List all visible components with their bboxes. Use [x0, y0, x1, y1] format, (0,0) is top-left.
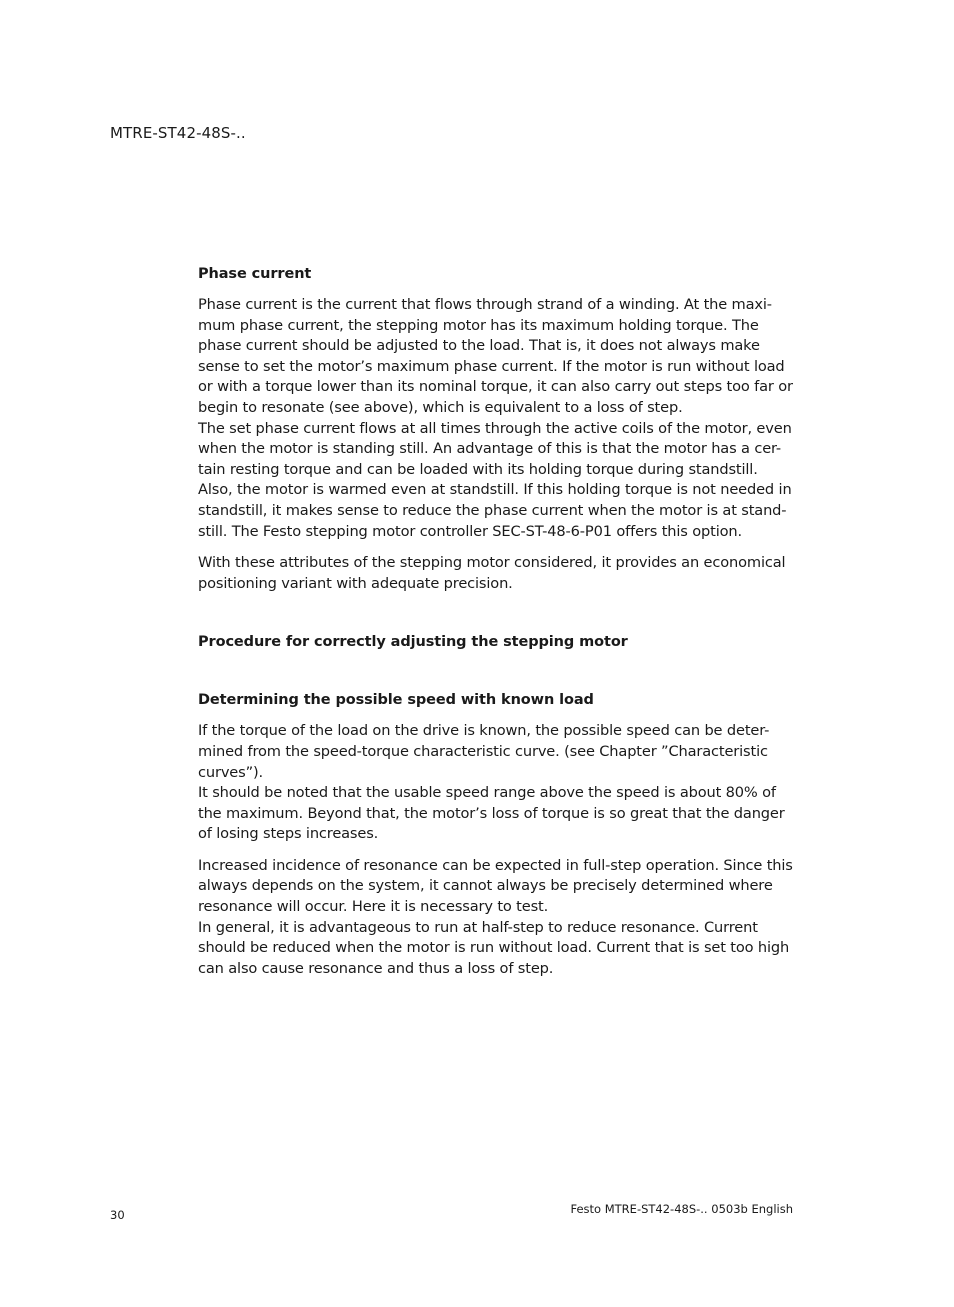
page-content: [198, 264, 798, 979]
text-line: Increased incidence of resonance can be expected in full-step operation. Since this: [198, 856, 793, 874]
text-line: always depends on the system, it cannot always be precisely determined where: [198, 877, 773, 895]
text-line: begin to resonate (see above), which is equivalent to a loss of step.: [198, 398, 683, 416]
text-line: the maximum. Beyond that, the motor’s loss of torque is so great that the danger: [198, 804, 785, 822]
text-line: With these attributes of the stepping motor considered, it provides an economical: [198, 554, 786, 572]
text-line: still. The Festo stepping motor controller SEC-ST-48-6-P01 offers this option.: [198, 522, 742, 540]
heading-phase-current: Phase current: [198, 266, 312, 282]
text-line: It should be noted that the usable speed range above the speed is about 80% of: [198, 784, 776, 802]
text-line: positioning variant with adequate precision.: [198, 574, 513, 592]
document-footer: Festo MTRE-ST42-48S-.. 0503b English: [570, 1202, 793, 1216]
text-line: Phase current is the current that flows through strand of a winding. At the maxi-: [198, 296, 772, 313]
text-line: mined from the speed-torque characteristic curve. (see Chapter ”Characteristic: [198, 742, 768, 760]
text-line: mum phase current, the stepping motor has its maximum holding torque. The: [198, 316, 759, 334]
text-line: In general, it is advantageous to run at half-step to reduce resonance. Current: [198, 918, 758, 936]
paragraph-phase-current-2: [198, 553, 798, 594]
heading-procedure: Procedure for correctly adjusting the stepping motor: [198, 634, 628, 651]
page-number: 30: [110, 1208, 125, 1222]
text-line: tain resting torque and can be loaded with its holding torque during standstill.: [198, 460, 758, 478]
text-line: If the torque of the load on the drive is known, the possible speed can be deter-: [198, 722, 770, 740]
text-line: The set phase current flows at all times through the active coils of the motor, even: [198, 419, 792, 437]
text-line: standstill, it makes sense to reduce the phase current when the motor is at stand-: [198, 501, 787, 519]
text-line: or with a torque lower than its nominal torque, it can also carry out steps too far or: [198, 378, 793, 396]
text-line: can also cause resonance and thus a loss of step.: [198, 959, 554, 977]
text-line: resonance will occur. Here it is necessary to test.: [198, 898, 549, 916]
text-line: Also, the motor is warmed even at standstill. If this holding torque is not needed in: [198, 481, 792, 499]
paragraph-possible-speed-1: [198, 721, 798, 845]
paragraph-possible-speed-2: [198, 856, 798, 980]
text-line: sense to set the motor’s maximum phase current. If the motor is run without load: [198, 357, 785, 375]
running-header: MTRE-ST42-48S-..: [110, 124, 246, 142]
text-line: curves”).: [198, 763, 264, 781]
text-line: of losing steps increases.: [198, 825, 379, 843]
text-line: when the motor is standing still. An advantage of this is that the motor has a cer-: [198, 440, 782, 458]
heading-possible-speed: Determining the possible speed with known load: [198, 692, 594, 709]
paragraph-phase-current-1: [198, 295, 798, 542]
text-line: phase current should be adjusted to the load. That is, it does not always make: [198, 337, 760, 355]
text-line: should be reduced when the motor is run without load. Current that is set too high: [198, 939, 790, 957]
